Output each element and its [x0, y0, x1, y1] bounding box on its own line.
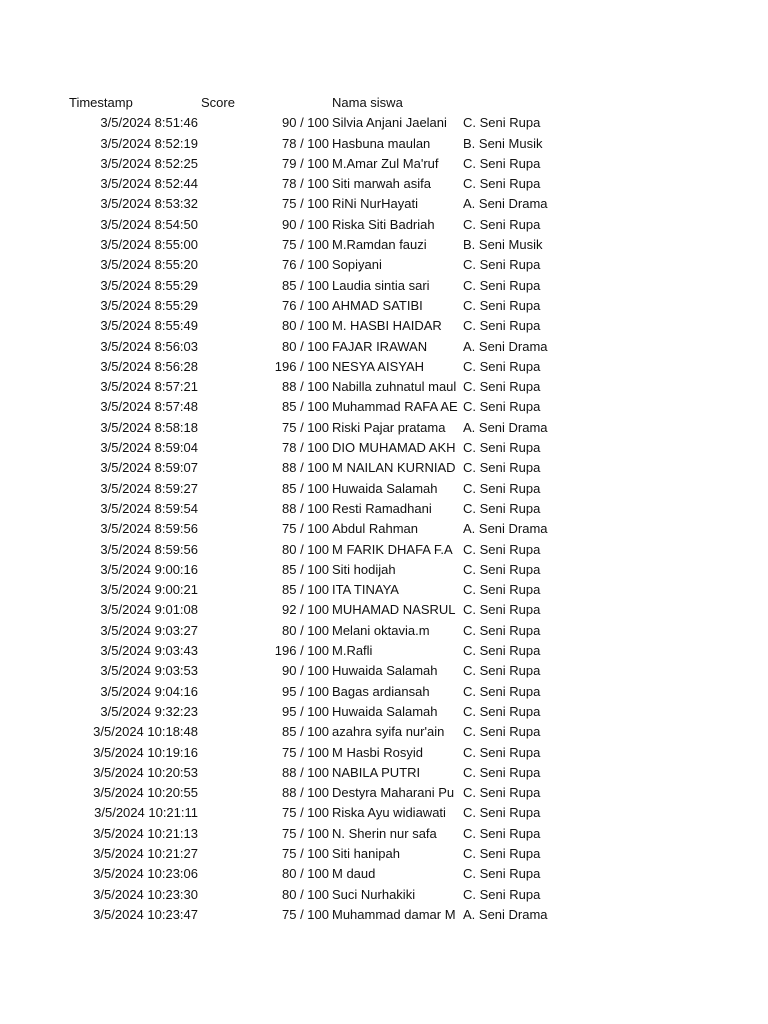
cell-timestamp: 3/5/2024 9:00:16 — [100, 561, 198, 577]
cell-kelas: C. Seni Rupa — [463, 318, 541, 334]
cell-kelas: C. Seni Rupa — [463, 724, 541, 740]
table-row — [0, 397, 768, 417]
table-row — [0, 519, 768, 539]
cell-timestamp: 3/5/2024 8:56:28 — [100, 358, 198, 374]
cell-score: 80 / 100 — [282, 886, 329, 902]
table-row — [0, 560, 768, 580]
cell-timestamp: 3/5/2024 9:00:21 — [100, 582, 198, 598]
cell-kelas: C. Seni Rupa — [463, 500, 541, 516]
cell-kelas: A. Seni Drama — [463, 196, 548, 212]
table-row — [0, 479, 768, 499]
table-row — [0, 337, 768, 357]
table-row — [0, 844, 768, 864]
header-timestamp: Timestamp — [69, 95, 133, 110]
cell-name: Laudia sintia sari — [332, 277, 430, 293]
table-row — [0, 783, 768, 803]
cell-kelas: C. Seni Rupa — [463, 541, 541, 557]
table-row — [0, 824, 768, 844]
cell-timestamp: 3/5/2024 8:57:21 — [100, 379, 198, 395]
cell-name: Suci Nurhakiki — [332, 886, 416, 902]
cell-kelas: C. Seni Rupa — [463, 561, 541, 577]
cell-name: Siti hanipah — [332, 845, 400, 861]
cell-name: Destyra Maharani Pu — [332, 785, 455, 801]
table-row — [0, 905, 768, 925]
cell-kelas: C. Seni Rupa — [463, 622, 541, 638]
cell-score: 90 / 100 — [282, 216, 329, 232]
cell-name: Muhammad RAFA AE — [332, 399, 458, 415]
cell-score: 75 / 100 — [282, 196, 329, 212]
cell-score: 85 / 100 — [282, 561, 329, 577]
cell-kelas: C. Seni Rupa — [463, 358, 541, 374]
cell-timestamp: 3/5/2024 9:03:53 — [100, 663, 198, 679]
cell-score: 85 / 100 — [282, 277, 329, 293]
table-row — [0, 194, 768, 214]
cell-timestamp: 3/5/2024 9:04:16 — [100, 683, 198, 699]
header-score: Score — [201, 95, 235, 110]
cell-score: 90 / 100 — [282, 115, 329, 131]
cell-score: 92 / 100 — [282, 602, 329, 618]
cell-timestamp: 3/5/2024 8:52:19 — [100, 135, 198, 151]
cell-kelas: C. Seni Rupa — [463, 703, 541, 719]
cell-timestamp: 3/5/2024 10:19:16 — [93, 744, 198, 760]
table-row — [0, 580, 768, 600]
cell-score: 75 / 100 — [282, 805, 329, 821]
cell-timestamp: 3/5/2024 10:23:47 — [93, 906, 198, 922]
cell-kelas: C. Seni Rupa — [463, 216, 541, 232]
spreadsheet — [0, 93, 768, 925]
cell-score: 75 / 100 — [282, 825, 329, 841]
header-name: Nama siswa — [332, 95, 403, 110]
cell-name: Riska Siti Badriah — [332, 216, 435, 232]
cell-timestamp: 3/5/2024 10:20:55 — [93, 785, 198, 801]
cell-score: 85 / 100 — [282, 724, 329, 740]
cell-kelas: C. Seni Rupa — [463, 643, 541, 659]
cell-name: Nabilla zuhnatul maul — [332, 379, 457, 395]
cell-name: Siti marwah asifa — [332, 176, 431, 192]
cell-timestamp: 3/5/2024 9:32:23 — [100, 703, 198, 719]
cell-score: 85 / 100 — [282, 582, 329, 598]
cell-score: 78 / 100 — [282, 176, 329, 192]
cell-score: 85 / 100 — [282, 399, 329, 415]
cell-name: M.Amar Zul Ma'ruf — [332, 155, 439, 171]
cell-timestamp: 3/5/2024 8:59:56 — [100, 541, 198, 557]
cell-name: FAJAR IRAWAN — [332, 338, 428, 354]
cell-timestamp: 3/5/2024 10:21:13 — [93, 825, 198, 841]
cell-score: 90 / 100 — [282, 663, 329, 679]
cell-name: Siti hodijah — [332, 561, 396, 577]
cell-score: 79 / 100 — [282, 155, 329, 171]
cell-kelas: C. Seni Rupa — [463, 257, 541, 273]
cell-score: 95 / 100 — [282, 683, 329, 699]
table-row — [0, 499, 768, 519]
cell-name: M.Rafli — [332, 643, 373, 659]
cell-name: DIO MUHAMAD AKH — [332, 440, 456, 456]
cell-kelas: C. Seni Rupa — [463, 155, 541, 171]
cell-name: M. HASBI HAIDAR — [332, 318, 442, 334]
cell-name: Silvia Anjani Jaelani — [332, 115, 447, 131]
table-row — [0, 438, 768, 458]
cell-timestamp: 3/5/2024 10:23:30 — [93, 886, 198, 902]
cell-name: Resti Ramadhani — [332, 500, 432, 516]
cell-timestamp: 3/5/2024 10:23:06 — [93, 866, 198, 882]
table-row — [0, 296, 768, 316]
cell-name: Riski Pajar pratama — [332, 419, 446, 435]
cell-timestamp: 3/5/2024 9:01:08 — [100, 602, 198, 618]
cell-name: NESYA AISYAH — [332, 358, 425, 374]
cell-timestamp: 3/5/2024 10:21:27 — [93, 845, 198, 861]
cell-timestamp: 3/5/2024 8:52:44 — [100, 176, 198, 192]
cell-name: Muhammad damar M — [332, 906, 456, 922]
cell-name: M NAILAN KURNIAD — [332, 460, 456, 476]
cell-kelas: C. Seni Rupa — [463, 582, 541, 598]
cell-timestamp: 3/5/2024 8:55:49 — [100, 318, 198, 334]
cell-kelas: C. Seni Rupa — [463, 176, 541, 192]
cell-name: Bagas ardiansah — [332, 683, 430, 699]
cell-timestamp: 3/5/2024 8:55:00 — [100, 237, 198, 253]
cell-timestamp: 3/5/2024 8:55:29 — [100, 277, 198, 293]
table-row — [0, 763, 768, 783]
cell-kelas: A. Seni Drama — [463, 521, 548, 537]
table-row — [0, 134, 768, 154]
table-row — [0, 174, 768, 194]
cell-kelas: C. Seni Rupa — [463, 663, 541, 679]
cell-name: AHMAD SATIBI — [332, 297, 423, 313]
cell-score: 80 / 100 — [282, 541, 329, 557]
cell-score: 78 / 100 — [282, 135, 329, 151]
cell-kelas: C. Seni Rupa — [463, 297, 541, 313]
cell-timestamp: 3/5/2024 9:03:43 — [100, 643, 198, 659]
cell-kelas: C. Seni Rupa — [463, 115, 541, 131]
table-row — [0, 316, 768, 336]
cell-score: 75 / 100 — [282, 521, 329, 537]
table-body — [0, 113, 768, 925]
cell-timestamp: 3/5/2024 8:57:48 — [100, 399, 198, 415]
cell-timestamp: 3/5/2024 8:59:54 — [100, 500, 198, 516]
table-row — [0, 743, 768, 763]
cell-score: 80 / 100 — [282, 622, 329, 638]
cell-score: 95 / 100 — [282, 703, 329, 719]
cell-score: 88 / 100 — [282, 379, 329, 395]
cell-score: 75 / 100 — [282, 906, 329, 922]
table-row — [0, 702, 768, 722]
cell-timestamp: 3/5/2024 10:18:48 — [93, 724, 198, 740]
cell-name: azahra syifa nur'ain — [332, 724, 445, 740]
cell-kelas: A. Seni Drama — [463, 906, 548, 922]
cell-kelas: B. Seni Musik — [463, 135, 543, 151]
table-row — [0, 722, 768, 742]
cell-score: 85 / 100 — [282, 480, 329, 496]
cell-score: 196 / 100 — [274, 358, 329, 374]
cell-score: 78 / 100 — [282, 440, 329, 456]
cell-timestamp: 3/5/2024 8:53:32 — [100, 196, 198, 212]
cell-name: MUHAMAD NASRUL — [332, 602, 456, 618]
table-row — [0, 621, 768, 641]
cell-score: 80 / 100 — [282, 866, 329, 882]
table-row — [0, 418, 768, 438]
table-row — [0, 641, 768, 661]
cell-timestamp: 3/5/2024 8:58:18 — [100, 419, 198, 435]
cell-name: NABILA PUTRI — [332, 764, 421, 780]
cell-name: M daud — [332, 866, 376, 882]
cell-timestamp: 3/5/2024 8:59:56 — [100, 521, 198, 537]
cell-name: Riska Ayu widiawati — [332, 805, 446, 821]
cell-score: 75 / 100 — [282, 419, 329, 435]
table-row — [0, 803, 768, 823]
cell-name: N. Sherin nur safa — [332, 825, 437, 841]
cell-kelas: C. Seni Rupa — [463, 683, 541, 699]
cell-score: 88 / 100 — [282, 460, 329, 476]
cell-timestamp: 3/5/2024 8:51:46 — [100, 115, 198, 131]
cell-timestamp: 3/5/2024 8:55:20 — [100, 257, 198, 273]
cell-score: 88 / 100 — [282, 764, 329, 780]
cell-kelas: C. Seni Rupa — [463, 845, 541, 861]
cell-name: Melani oktavia.m — [332, 622, 430, 638]
table-row — [0, 600, 768, 620]
cell-kelas: C. Seni Rupa — [463, 805, 541, 821]
cell-score: 80 / 100 — [282, 338, 329, 354]
cell-name: Huwaida Salamah — [332, 703, 438, 719]
cell-kelas: C. Seni Rupa — [463, 277, 541, 293]
table-row — [0, 458, 768, 478]
cell-kelas: C. Seni Rupa — [463, 379, 541, 395]
cell-kelas: C. Seni Rupa — [463, 399, 541, 415]
cell-name: Huwaida Salamah — [332, 480, 438, 496]
cell-kelas: C. Seni Rupa — [463, 602, 541, 618]
cell-timestamp: 3/5/2024 8:56:03 — [100, 338, 198, 354]
cell-score: 76 / 100 — [282, 297, 329, 313]
cell-name: Huwaida Salamah — [332, 663, 438, 679]
cell-score: 75 / 100 — [282, 845, 329, 861]
cell-name: M.Ramdan fauzi — [332, 237, 427, 253]
cell-kelas: C. Seni Rupa — [463, 886, 541, 902]
cell-kelas: A. Seni Drama — [463, 419, 548, 435]
cell-kelas: C. Seni Rupa — [463, 866, 541, 882]
cell-kelas: C. Seni Rupa — [463, 764, 541, 780]
cell-score: 88 / 100 — [282, 500, 329, 516]
cell-score: 76 / 100 — [282, 257, 329, 273]
table-row — [0, 235, 768, 255]
cell-kelas: C. Seni Rupa — [463, 785, 541, 801]
cell-timestamp: 3/5/2024 8:59:07 — [100, 460, 198, 476]
table-row — [0, 215, 768, 235]
cell-kelas: B. Seni Musik — [463, 237, 543, 253]
cell-name: RiNi NurHayati — [332, 196, 418, 212]
table-row — [0, 154, 768, 174]
cell-timestamp: 3/5/2024 8:55:29 — [100, 297, 198, 313]
cell-name: Hasbuna maulan — [332, 135, 431, 151]
cell-kelas: C. Seni Rupa — [463, 440, 541, 456]
cell-timestamp: 3/5/2024 8:52:25 — [100, 155, 198, 171]
cell-timestamp: 3/5/2024 8:59:04 — [100, 440, 198, 456]
table-row — [0, 377, 768, 397]
cell-kelas: C. Seni Rupa — [463, 460, 541, 476]
table-row — [0, 255, 768, 275]
table-row — [0, 540, 768, 560]
cell-name: M Hasbi Rosyid — [332, 744, 424, 760]
cell-timestamp: 3/5/2024 8:54:50 — [100, 216, 198, 232]
cell-kelas: C. Seni Rupa — [463, 480, 541, 496]
header-row — [0, 93, 768, 113]
cell-name: M FARIK DHAFA F.A — [332, 541, 453, 557]
cell-name: Abdul Rahman — [332, 521, 418, 537]
cell-timestamp: 3/5/2024 8:59:27 — [100, 480, 198, 496]
table-row — [0, 357, 768, 377]
table-row — [0, 113, 768, 133]
table-row — [0, 661, 768, 681]
table-row — [0, 682, 768, 702]
cell-score: 75 / 100 — [282, 744, 329, 760]
cell-kelas: A. Seni Drama — [463, 338, 548, 354]
cell-score: 196 / 100 — [274, 643, 329, 659]
cell-score: 75 / 100 — [282, 237, 329, 253]
cell-score: 88 / 100 — [282, 785, 329, 801]
cell-kelas: C. Seni Rupa — [463, 825, 541, 841]
table-row — [0, 885, 768, 905]
table-row — [0, 276, 768, 296]
cell-kelas: C. Seni Rupa — [463, 744, 541, 760]
cell-name: ITA TINAYA — [332, 582, 399, 598]
cell-score: 80 / 100 — [282, 318, 329, 334]
cell-timestamp: 3/5/2024 9:03:27 — [100, 622, 198, 638]
cell-timestamp: 3/5/2024 10:20:53 — [93, 764, 198, 780]
cell-timestamp: 3/5/2024 10:21:11 — [94, 805, 198, 821]
cell-name: Sopiyani — [332, 257, 382, 273]
table-row — [0, 864, 768, 884]
